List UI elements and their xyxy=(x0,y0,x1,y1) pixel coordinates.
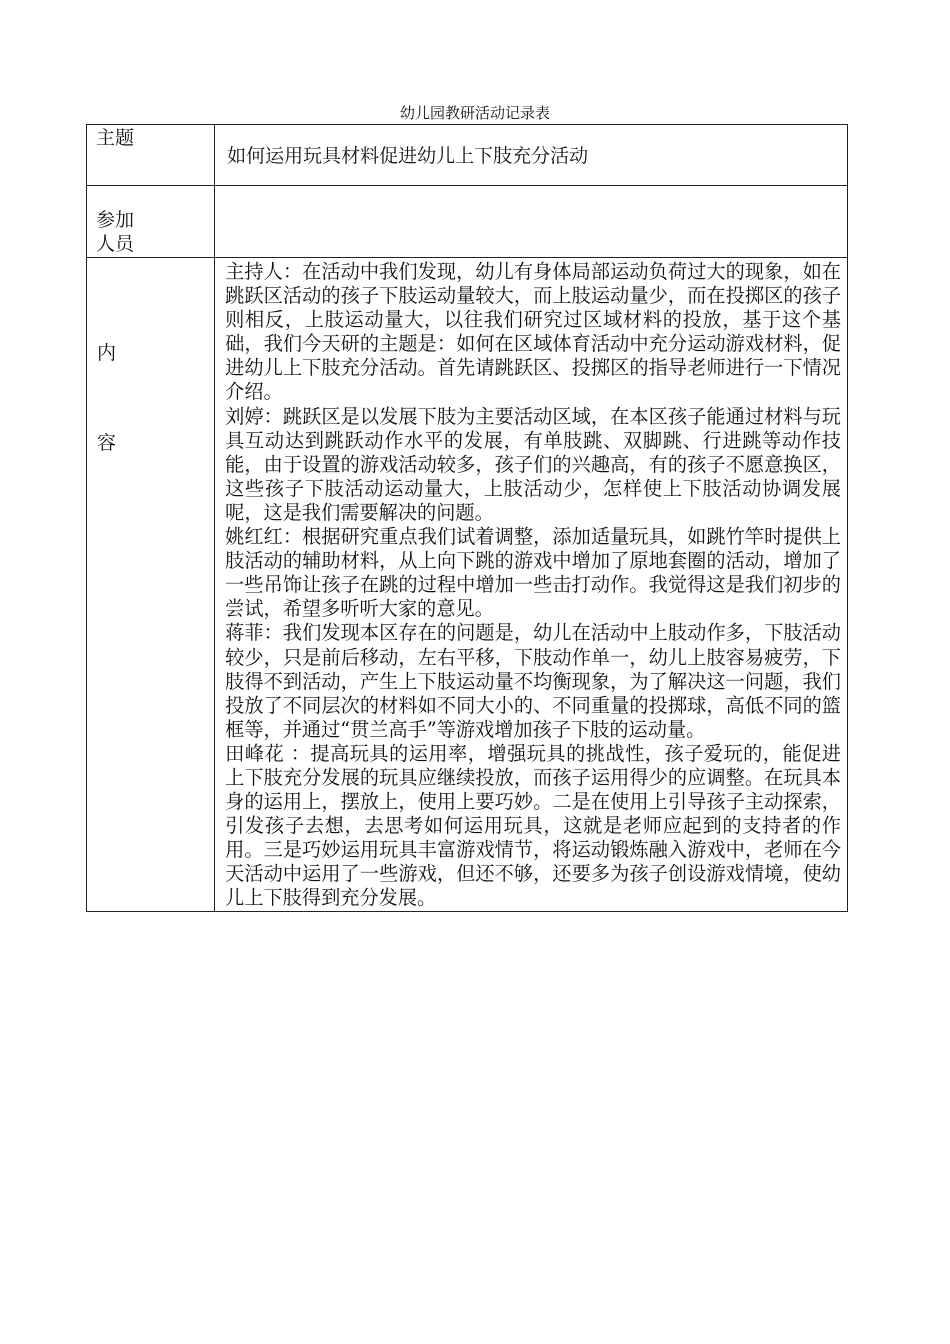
content-row xyxy=(87,258,848,912)
content-label-cell xyxy=(87,258,215,912)
members-label-line1: 参加 xyxy=(96,209,135,231)
paragraph-yao-honghong: 姚红红：根据研究重点我们试着调整，添加适量玩具，如跳竹竿时提供上肢活动的辅助材料，从上向下跳的游戏中增加了原地套圈的活动，增加了一些吊饰让孩子在跳的过程中增加一些击打动作。我觉得这是我们初步的尝试，希望多听听大家的意见。 xyxy=(225,525,841,621)
members-label xyxy=(87,186,214,256)
members-label-cell xyxy=(87,186,215,258)
topic-value-cell xyxy=(215,125,848,186)
members-value-cell xyxy=(215,186,848,258)
members-row xyxy=(87,186,848,258)
topic-value: 如何运用玩具材料促进幼儿上下肢充分活动 xyxy=(227,145,589,167)
content-label-char2: 容 xyxy=(97,432,117,454)
content-body-cell xyxy=(215,258,848,912)
content-body xyxy=(215,258,847,911)
topic-label: 主题 xyxy=(96,127,135,149)
paragraph-jiang-fei: 蒋菲：我们发现本区存在的问题是，幼儿在活动中上肢动作多，下肢活动较少，只是前后移动，左右平移，下肢动作单一，幼儿上肢容易疲劳，下肢得不到活动，产生上下肢运动量不均衡现象，为了解决这一问题，我们投放了不同层次的材料如不同大小的、不同重量的投掷球，高低不同的篮框等，并通过“贯兰高手”等游戏增加孩子下肢的运动量。 xyxy=(225,621,841,741)
paragraph-tian-fenghua: 田峰花 ：提高玩具的运用率，增强玩具的挑战性，孩子爱玩的，能促进上下肢充分发展的玩具应继续投放，而孩子运用得少的应调整。在玩具本身的运用上，摆放上，使用上要巧妙。二是在使用上引导孩子主动探索，引发孩子去想，去思考如何运用玩具，这就是老师应起到的支持者的作用。三是巧妙运用玩具丰富游戏情节，将运动锻炼融入游戏中，老师在今天活动中运用了一些游戏，但还不够，还要多为孩子创设游戏情境，使幼儿上下肢得到充分发展。 xyxy=(225,741,841,910)
topic-row xyxy=(87,125,848,186)
record-table xyxy=(86,124,848,912)
topic-label-cell xyxy=(87,125,215,186)
paragraph-host: 主持人：在活动中我们发现，幼儿有身体局部运动负荷过大的现象，如在跳跃区活动的孩子下肢运动量较大，而上肢运动量少，而在投掷区的孩子则相反，上肢运动量大，以往我们研究过区域材料的投放，基于这个基础，我们今天研的主题是：如何在区域体育活动中充分运动游戏材料，促进幼儿上下肢充分活动。首先请跳跃区、投掷区的指导老师进行一下情况介绍。 xyxy=(225,260,841,404)
document-title: 幼儿园教研活动记录表 xyxy=(399,104,550,122)
members-label-line2: 人员 xyxy=(96,233,135,255)
paragraph-liu-ting: 刘婷：跳跃区是以发展下肢为主要活动区域，在本区孩子能通过材料与玩具互动达到跳跃动作水平的发展，有单肢跳、双脚跳、行进跳等动作技能，由于设置的游戏活动较多，孩子们的兴趣高，有的孩子不愿意换区，这些孩子下肢活动运动量大，上肢活动少，怎样使上下肢活动协调发展呢，这是我们需要解决的问题。 xyxy=(225,404,841,524)
content-label-char1: 内 xyxy=(97,342,117,364)
